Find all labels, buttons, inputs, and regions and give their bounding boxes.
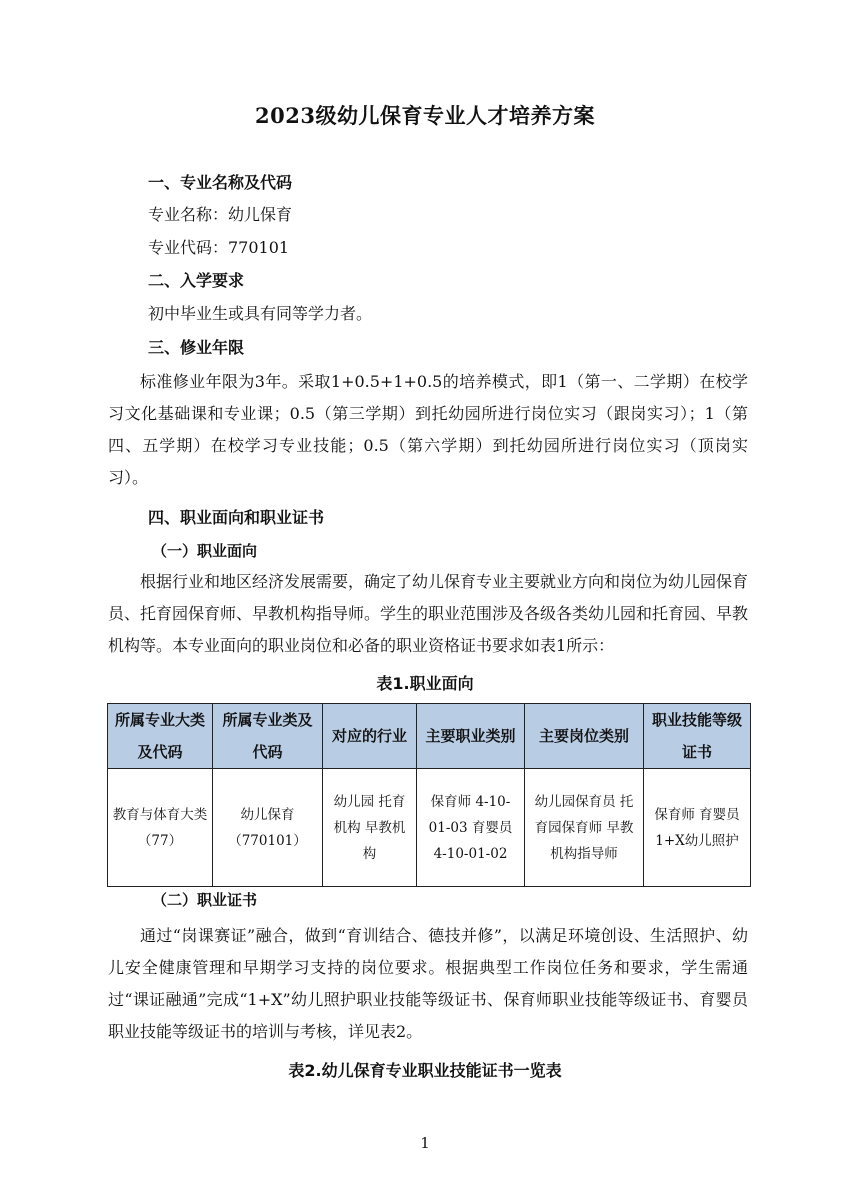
table-header-cell: 职业技能等级证书 <box>644 704 751 769</box>
table-cell: 保育师 4-10-01-03 育婴员 4-10-01-02 <box>417 769 525 887</box>
table-cell: 保育师 育婴员 1+X幼儿照护 <box>644 769 751 887</box>
career-orientation-table <box>107 703 751 887</box>
table-header-cell: 主要职业类别 <box>417 704 525 769</box>
table-cell: 教育与体育大类（77） <box>108 769 213 887</box>
study-duration-paragraph: 标准修业年限为3年。采取1+0.5+1+0.5的培养模式，即1（第一、二学期）在校学习文化基础课和专业课；0.5（第三学期）到托幼园所进行岗位实习（跟岗实习）；1（第四、五学期）在校学习专业技能；0.5（第六学期）到托幼园所进行岗位实习（顶岗实习）。 <box>108 372 748 487</box>
table-cell: 幼儿园 托育机构 早教机构 <box>323 769 417 887</box>
section-3-heading: 三、修业年限 <box>148 338 245 357</box>
table-header-cell: 主要岗位类别 <box>525 704 644 769</box>
section-4-heading: 四、职业面向和职业证书 <box>148 508 325 527</box>
subsection-career-orientation: （一）职业面向 <box>152 542 258 560</box>
table-header-cell: 对应的行业 <box>323 704 417 769</box>
table-header-cell: 所属专业类及代码 <box>213 704 323 769</box>
table-row <box>108 769 751 887</box>
table-header-cell: 所属专业大类及代码 <box>108 704 213 769</box>
major-name-line: 专业名称：幼儿保育 <box>148 205 293 224</box>
section-1-heading: 一、专业名称及代码 <box>148 173 293 192</box>
table-2-caption: 表2.幼儿保育专业职业技能证书一览表 <box>288 1061 562 1080</box>
table-header-row <box>108 704 751 769</box>
document-title: 2023级幼儿保育专业人才培养方案 <box>255 103 595 128</box>
page-number: 1 <box>420 1134 430 1152</box>
admission-requirement-text: 初中毕业生或具有同等学力者。 <box>148 304 373 323</box>
table-cell: 幼儿保育（770101） <box>213 769 323 887</box>
table-1-caption: 表1.职业面向 <box>376 674 474 693</box>
career-orientation-paragraph: 根据行业和地区经济发展需要，确定了幼儿保育专业主要就业方向和岗位为幼儿园保育员、托育园保育师、早教机构指导师。学生的职业范围涉及各级各类幼儿园和托育园、早教机构等。本专业面向的职业岗位和必备的职业资格证书要求如表1所示： <box>108 572 749 655</box>
section-2-heading: 二、入学要求 <box>148 271 245 290</box>
subsection-career-certificates: （二）职业证书 <box>152 891 258 909</box>
major-code-line: 专业代码：770101 <box>148 238 290 257</box>
career-certificates-paragraph: 通过“岗课赛证”融合，做到“育训结合、德技并修”，以满足环境创设、生活照护、幼儿安全健康管理和早期学习支持的岗位要求。根据典型工作岗位任务和要求，学生需通过“课证融通”完成“1+X”幼儿照护职业技能等级证书、保育师职业技能等级证书、育婴员职业技能等级证书的培训与考核，详见表2。 <box>108 926 748 1041</box>
table-cell: 幼儿园保育员 托育园保育师 早教机构指导师 <box>525 769 644 887</box>
